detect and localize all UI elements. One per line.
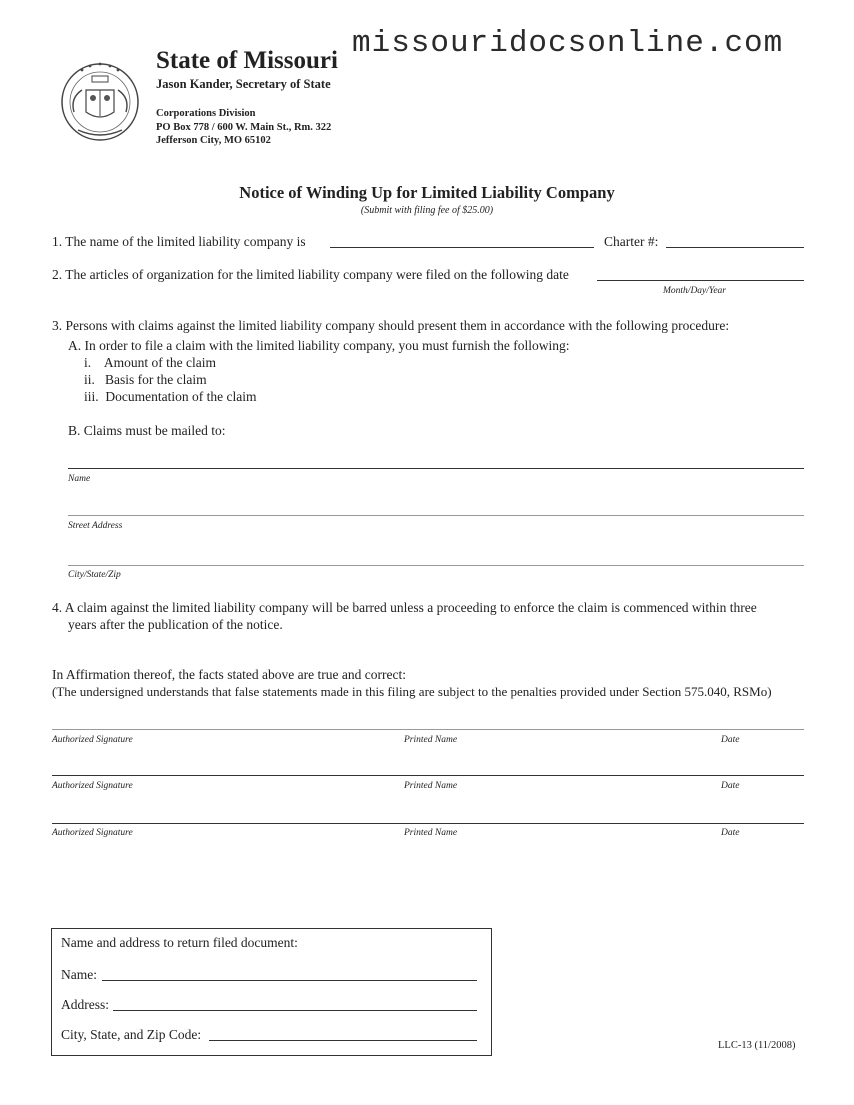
signature-line-1[interactable]: [52, 729, 804, 730]
signature-label: Authorized Signature: [52, 735, 133, 745]
return-heading: Name and address to return filed document:: [61, 935, 298, 950]
city-address: Jefferson City, MO 65102: [156, 135, 271, 146]
form-code: LLC-13 (11/2008): [718, 1040, 796, 1051]
form-title: Notice of Winding Up for Limited Liability Company: [239, 183, 615, 202]
date-label: Date: [721, 781, 740, 791]
name-hint: Name: [68, 474, 91, 484]
claims-street-field[interactable]: [68, 515, 804, 516]
date-label: Date: [721, 828, 740, 838]
signature-line-3[interactable]: [52, 823, 804, 824]
q3a-item: i. Amount of the claim: [84, 355, 216, 370]
llc-name-field[interactable]: [330, 247, 594, 248]
date-hint: Month/Day/Year: [663, 286, 726, 296]
q3a-label: A. In order to file a claim with the limited liability company, you must furnish the following:: [68, 338, 570, 353]
return-city-field[interactable]: [209, 1040, 477, 1041]
return-address-label: Address:: [61, 997, 109, 1012]
q1-label: 1. The name of the limited liability company is: [52, 234, 306, 249]
claims-name-field[interactable]: [68, 468, 804, 469]
date-label: Date: [721, 735, 740, 745]
signature-label: Authorized Signature: [52, 781, 133, 791]
q3a-item: ii. Basis for the claim: [84, 372, 207, 387]
q4-line1: 4. A claim against the limited liability company will be barred unless a proceeding to enforce the claim is commenced within three: [52, 600, 757, 615]
street-hint: Street Address: [68, 521, 123, 531]
return-address-field[interactable]: [113, 1010, 477, 1011]
printed-name-label: Printed Name: [404, 828, 458, 838]
q2-label: 2. The articles of organization for the limited liability company were filed on the following date: [52, 267, 569, 282]
return-name-label: Name:: [61, 967, 97, 982]
q3a-item: iii. Documentation of the claim: [84, 389, 257, 404]
affirmation-note: (The undersigned understands that false statements made in this filing are subject to the penalties provided under Section 575.040, RSMo): [52, 684, 772, 699]
form-subtitle: (Submit with filing fee of $25.00): [360, 205, 494, 216]
city-hint: City/State/Zip: [68, 570, 121, 580]
charter-label: Charter #:: [604, 234, 659, 249]
q3b-label: B. Claims must be mailed to:: [68, 423, 226, 438]
q4-line2: years after the publication of the notice.: [68, 617, 283, 632]
filing-date-field[interactable]: [597, 280, 804, 281]
watermark-text: missouridocsonline.com: [352, 26, 784, 61]
state-seal-icon: [52, 52, 148, 148]
claims-city-field[interactable]: [68, 565, 804, 566]
q3-label: 3. Persons with claims against the limited liability company should present them in accordance with the following procedure:: [52, 318, 730, 333]
return-name-field[interactable]: [102, 980, 477, 981]
signature-line-2[interactable]: [52, 775, 804, 776]
printed-name-label: Printed Name: [404, 735, 458, 745]
return-city-label: City, State, and Zip Code:: [61, 1027, 202, 1042]
affirmation-text: In Affirmation thereof, the facts stated above are true and correct:: [52, 667, 406, 682]
po-box: PO Box 778 / 600 W. Main St., Rm. 322: [156, 122, 332, 133]
signature-label: Authorized Signature: [52, 828, 133, 838]
division-name: Corporations Division: [156, 108, 256, 119]
charter-number-field[interactable]: [666, 247, 804, 248]
state-title: State of Missouri: [156, 47, 338, 74]
secretary-name: Jason Kander, Secretary of State: [156, 77, 331, 91]
printed-name-label: Printed Name: [404, 781, 458, 791]
